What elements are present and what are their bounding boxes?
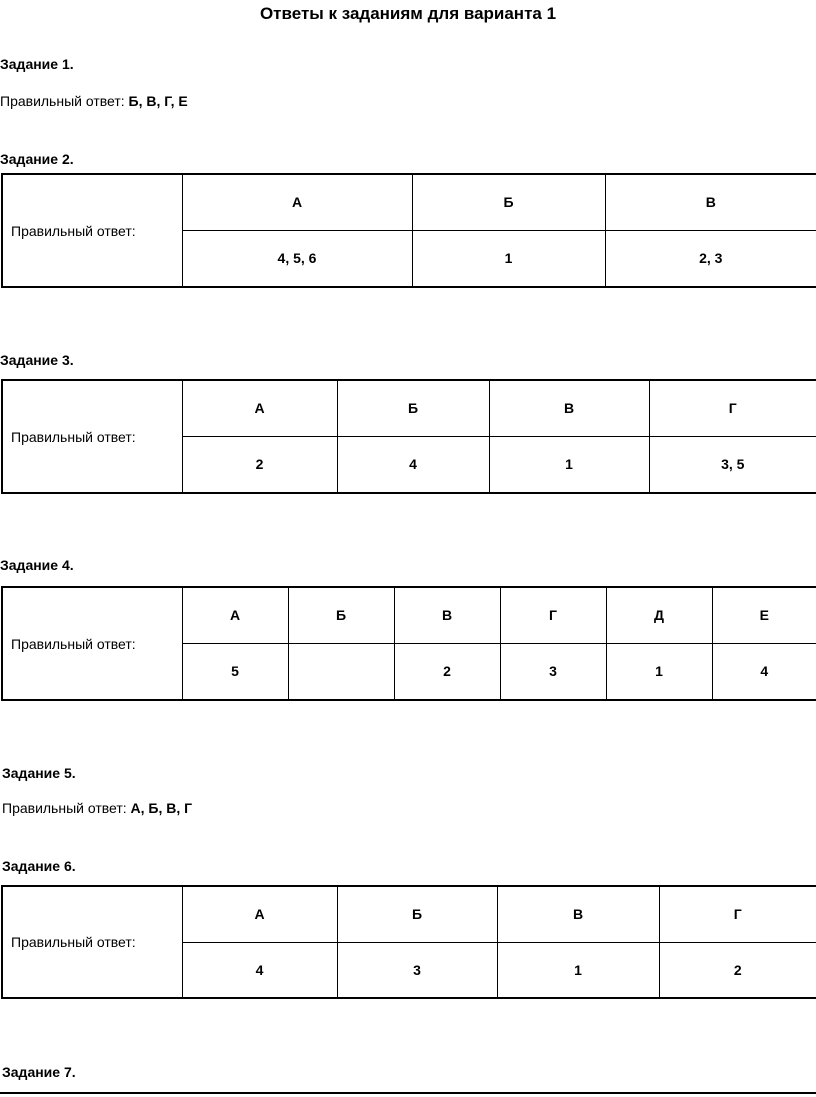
task1-answer-label: Правильный ответ: <box>0 93 125 109</box>
task6-table <box>1 885 816 999</box>
task6-heading: Задание 6. <box>2 858 76 874</box>
task4-header-cell: Г <box>500 587 606 643</box>
task2-value-cell: 2, 3 <box>605 230 816 287</box>
task1-answer-line <box>0 93 188 109</box>
task2-header-cell: Б <box>412 174 605 230</box>
task2-answer-label: Правильный ответ: <box>2 174 182 287</box>
task4-answer-label: Правильный ответ: <box>2 587 182 700</box>
task6-value-cell: 4 <box>182 942 337 998</box>
task7-heading: Задание 7. <box>2 1064 76 1080</box>
task5-answer-line <box>2 800 192 816</box>
task6-header-cell: Г <box>659 886 816 942</box>
task1-answer-value: Б, В, Г, Е <box>128 93 188 109</box>
task4-header-cell: В <box>394 587 500 643</box>
task7-table-top-border <box>0 1092 816 1094</box>
task3-header-cell: Г <box>649 380 816 436</box>
task4-table <box>1 586 816 701</box>
task4-value-cell <box>288 643 394 700</box>
task3-value-cell: 2 <box>182 436 337 493</box>
task5-answer-label: Правильный ответ: <box>2 800 127 816</box>
task2-value-cell: 1 <box>412 230 605 287</box>
task3-header-cell: В <box>489 380 649 436</box>
task3-value-cell: 4 <box>337 436 489 493</box>
task4-header-cell: А <box>182 587 288 643</box>
page-title: Ответы к заданиям для варианта 1 <box>259 4 557 23</box>
task4-value-cell: 4 <box>712 643 816 700</box>
task6-value-cell: 2 <box>659 942 816 998</box>
task3-heading: Задание 3. <box>0 352 74 368</box>
task1-heading: Задание 1. <box>0 56 74 72</box>
task3-value-cell: 1 <box>489 436 649 493</box>
task6-header-cell: В <box>497 886 659 942</box>
task3-table <box>1 379 816 494</box>
task4-value-cell: 5 <box>182 643 288 700</box>
task2-table <box>1 173 816 288</box>
task2-header-cell: В <box>605 174 816 230</box>
task4-header-cell: Б <box>288 587 394 643</box>
task6-value-cell: 1 <box>497 942 659 998</box>
task4-value-cell: 1 <box>606 643 712 700</box>
task6-header-cell: А <box>182 886 337 942</box>
task4-header-cell: Д <box>606 587 712 643</box>
task4-value-cell: 3 <box>500 643 606 700</box>
task2-header-cell: А <box>182 174 412 230</box>
task6-answer-label: Правильный ответ: <box>2 886 182 998</box>
task4-heading: Задание 4. <box>0 557 74 573</box>
task3-answer-label: Правильный ответ: <box>2 380 182 493</box>
task5-heading: Задание 5. <box>2 765 76 781</box>
task3-header-cell: А <box>182 380 337 436</box>
task2-value-cell: 4, 5, 6 <box>182 230 412 287</box>
task3-value-cell: 3, 5 <box>649 436 816 493</box>
task6-value-cell: 3 <box>337 942 497 998</box>
task4-value-cell: 2 <box>394 643 500 700</box>
task2-heading: Задание 2. <box>0 151 74 167</box>
task3-header-cell: Б <box>337 380 489 436</box>
task6-header-cell: Б <box>337 886 497 942</box>
task5-answer-value: А, Б, В, Г <box>130 800 193 816</box>
task4-header-cell: Е <box>712 587 816 643</box>
